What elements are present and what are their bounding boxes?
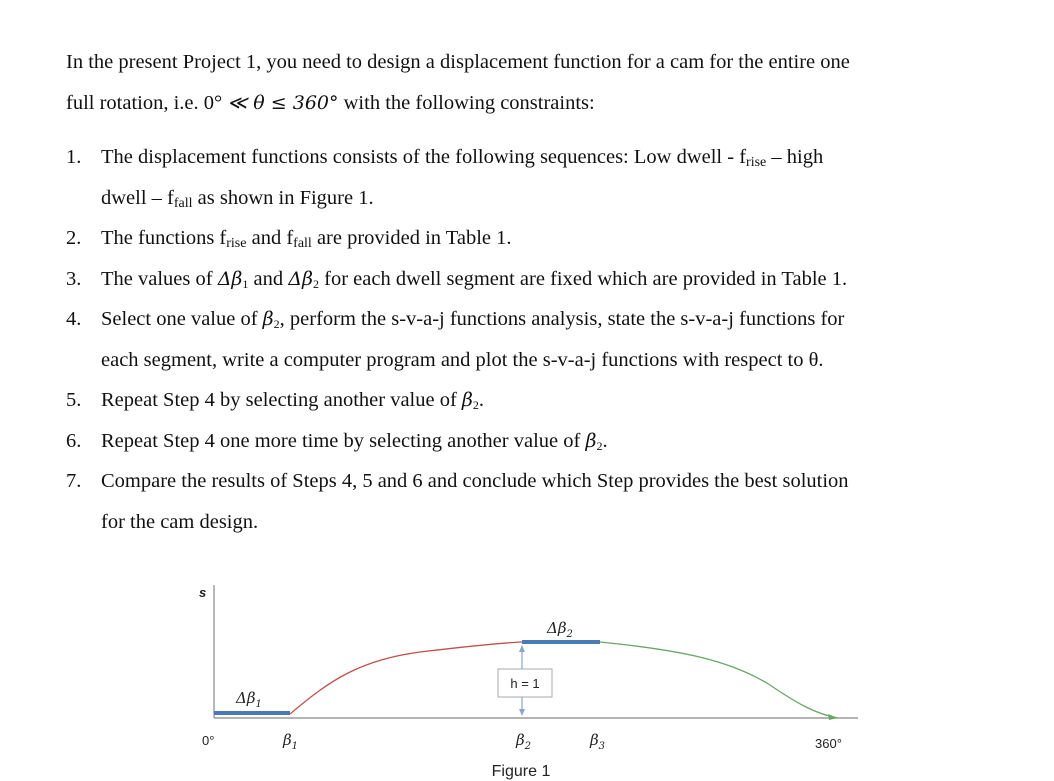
fall-curve: [600, 642, 838, 718]
zero-degree-label: 0°: [202, 733, 215, 748]
list-item: 1. The displacement functions consists of the following sequences: Low dwell - $f_{rise}$ – high dwell – $f_{fall}$ as shown in Figure 1.: [66, 146, 824, 211]
height-arrow-bottom: [519, 709, 525, 716]
rise-curve: [290, 642, 522, 714]
list-item: 7. Compare the results of Steps 4, 5 and 6 and conclude which Step provides the best solution for the cam design.: [66, 470, 849, 533]
beta-1-label: $\beta_1$: [283, 731, 299, 752]
y-axis-label: s: [199, 585, 207, 600]
high-dwell-segment: [522, 640, 600, 644]
delta-beta-2-label: $\Delta\beta_2$: [547, 619, 573, 640]
height-arrow-top: [519, 645, 525, 652]
end-degree-label: 360°: [815, 736, 842, 751]
height-label: h = 1: [510, 676, 540, 691]
intro-paragraph: [66, 42, 966, 124]
low-dwell-segment: [214, 711, 290, 715]
beta-3-label: $\beta_3$: [590, 731, 606, 752]
list-item: 3. The values of $\Delta\beta_1$ and $\Delta\beta_2$ for each dwell segment are fixed which are provided in Table 1.: [66, 267, 848, 291]
intro-line-2: full rotation, i.e. 0° ≪ θ ≤ 360° with the following constraints:: [66, 92, 595, 114]
list-item: 5. Repeat Step 4 by selecting another value of $\beta_2$.: [66, 389, 485, 412]
constraint-list: [66, 137, 986, 542]
list-item: 6. Repeat Step 4 one more time by selecting another value of $\beta_2$.: [66, 429, 608, 453]
figure-1-diagram: [0, 570, 1054, 781]
delta-beta-1-label: $\Delta\beta_1$: [236, 689, 262, 710]
figure-caption: Figure 1: [491, 763, 551, 780]
beta-2-label: $\beta_2$: [516, 731, 532, 752]
fall-arrowhead: [828, 714, 838, 720]
intro-line-1: In the present Project 1, you need to design a displacement function for a cam for the entire one: [66, 51, 850, 73]
list-item: 2. The functions $f_{rise}$ and $f_{fall}$ are provided in Table 1.: [66, 227, 512, 251]
list-item: 4. Select one value of $\beta_2$, perform the s-v-a-j functions analysis, state the s-v-a-j functions for each segment, write a computer program and plot the s-v-a-j functions with respect to θ.: [66, 308, 845, 371]
